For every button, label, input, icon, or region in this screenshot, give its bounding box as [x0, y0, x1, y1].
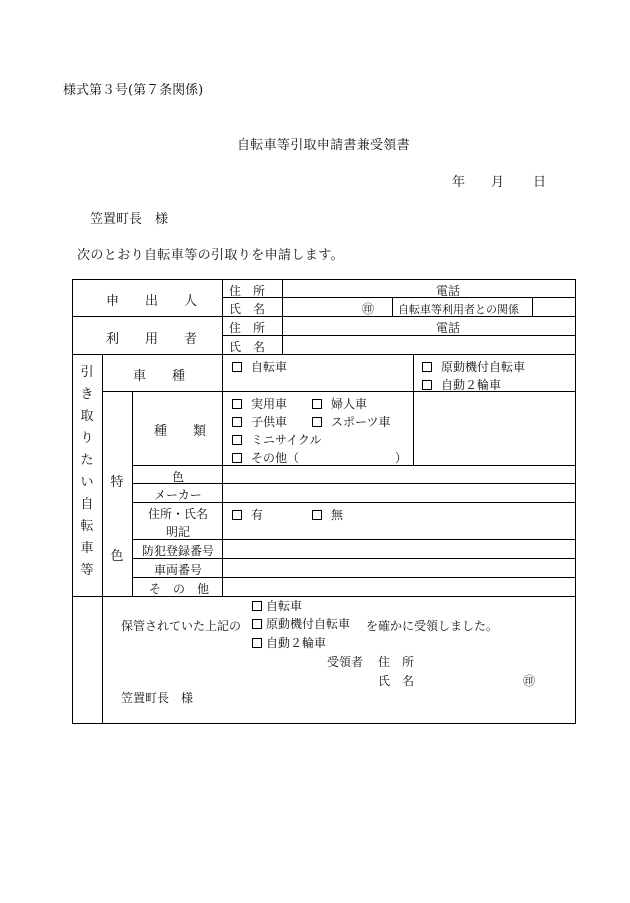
receiver-seal-mark: ㊞	[523, 674, 536, 688]
applicant-address-label: 住 所	[229, 284, 266, 298]
name-mark-option-yes[interactable]: 有	[232, 506, 263, 523]
receiver-label: 受領者	[327, 655, 364, 669]
vehicle-number-label: 車両番号	[154, 563, 203, 577]
name-mark-label-1: 住所・氏名	[148, 507, 209, 521]
user-phone-label: 電話	[436, 321, 461, 335]
other-label: そ の 他	[149, 582, 210, 596]
intro-text: 次のとおり自転車等の引取りを申請します。	[77, 248, 344, 263]
color-label: 色	[172, 470, 185, 484]
date-month: 月	[491, 175, 505, 190]
checkbox-icon[interactable]	[252, 638, 262, 648]
vehicle-type-label: 車 種	[133, 369, 186, 384]
user-name-label: 氏 名	[229, 340, 266, 354]
checkbox-icon[interactable]	[422, 362, 432, 372]
checkbox-icon[interactable]	[252, 601, 262, 611]
kind-option-sports[interactable]: スポーツ車	[312, 413, 391, 430]
applicant-label: 申 出 人	[106, 294, 198, 309]
relation-label: 自転車等利用者との関係	[398, 303, 519, 316]
checkbox-icon[interactable]	[252, 619, 262, 629]
checkbox-icon[interactable]	[422, 380, 432, 390]
kind-option-utility[interactable]: 実用車	[232, 395, 287, 412]
name-mark-label-2: 明記	[166, 525, 191, 539]
user-address-label: 住 所	[229, 321, 266, 335]
receipt-addressee: 笠置町長 様	[121, 691, 194, 705]
type-option-motorcycle[interactable]: 自動２輪車	[422, 376, 501, 393]
checkbox-icon[interactable]	[232, 417, 242, 427]
applicant-seal-mark: ㊞	[362, 302, 375, 316]
receiver-address-label: 住 所	[378, 655, 415, 669]
crime-registration-label: 防犯登録番号	[142, 544, 215, 558]
checkbox-icon[interactable]	[232, 399, 242, 409]
checkbox-icon[interactable]	[232, 453, 242, 463]
checkbox-icon[interactable]	[312, 510, 322, 520]
receipt-option-moped[interactable]: 原動機付自転車	[252, 615, 350, 632]
bike-section-label: 引き取りたい自転車等	[80, 365, 94, 578]
applicant-phone-label: 電話	[436, 284, 461, 298]
receiver-name-label: 氏 名	[378, 674, 415, 688]
kind-option-ladies[interactable]: 婦人車	[312, 395, 367, 412]
receipt-suffix: を確かに受領しました。	[366, 619, 499, 633]
checkbox-icon[interactable]	[232, 362, 242, 372]
receipt-prefix: 保管されていた上記の	[121, 619, 242, 633]
checkbox-icon[interactable]	[232, 510, 242, 520]
kind-label: 種 類	[154, 424, 207, 439]
applicant-name-label: 氏 名	[229, 302, 266, 316]
addressee: 笠置町長 様	[90, 212, 169, 227]
checkbox-icon[interactable]	[232, 435, 242, 445]
checkbox-icon[interactable]	[312, 399, 322, 409]
user-label: 利 用 者	[106, 332, 198, 347]
form-number: 様式第３号(第７条関係)	[63, 83, 204, 98]
name-mark-option-no[interactable]: 無	[312, 506, 343, 523]
date-day: 日	[533, 175, 547, 190]
kind-option-kids[interactable]: 子供車	[232, 413, 287, 430]
receipt-option-bicycle[interactable]: 自転車	[252, 597, 302, 614]
maker-label: メーカー	[154, 488, 202, 502]
document-title: 自転車等引取申請書兼受領書	[237, 138, 410, 153]
kind-option-mini[interactable]: ミニサイクル	[232, 431, 322, 448]
date-year: 年	[452, 175, 466, 190]
feature-label: 特色	[110, 475, 124, 564]
type-option-moped[interactable]: 原動機付自転車	[422, 358, 525, 375]
type-option-bicycle[interactable]: 自転車	[232, 358, 287, 375]
kind-option-other[interactable]: その他（ ）	[232, 449, 407, 466]
receipt-option-motorcycle[interactable]: 自動２輪車	[252, 634, 326, 651]
checkbox-icon[interactable]	[312, 417, 322, 427]
